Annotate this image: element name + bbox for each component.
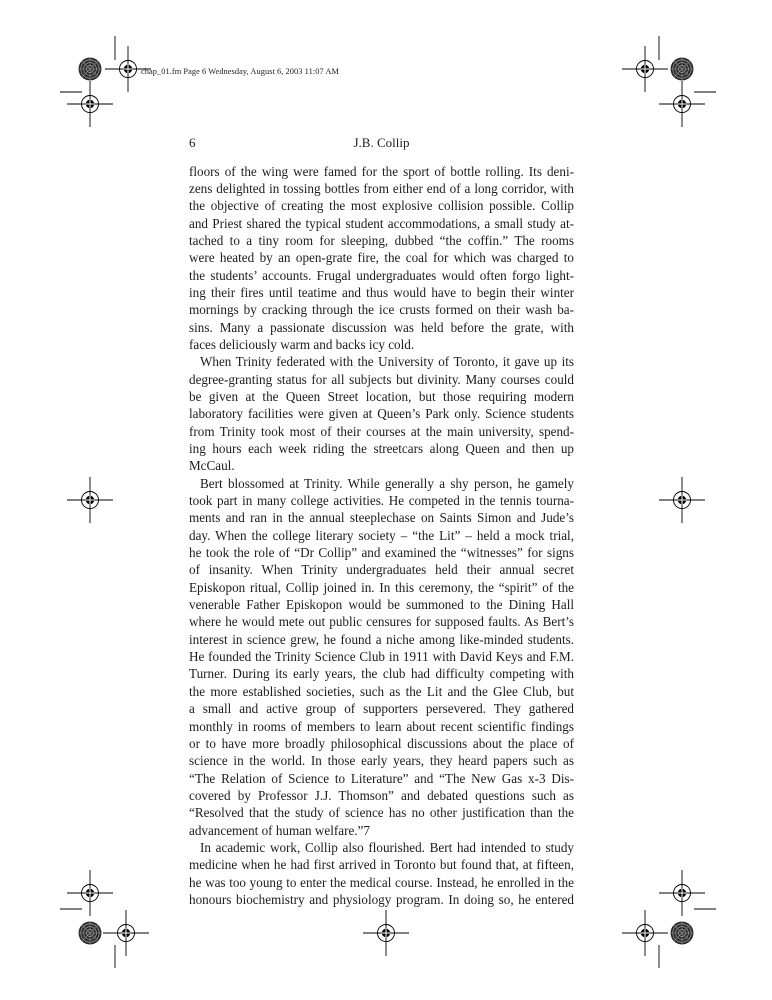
registration-target-icon: [103, 910, 149, 956]
text-line: honours biochemistry and physiology program. In doing so, he entered: [189, 891, 574, 907]
text-line: the more established societies, such as the Lit and the Glee Club, but: [189, 683, 574, 699]
text-line: where he would mete out public censures for supposed faults. As Bert’s: [189, 614, 574, 630]
text-line: Turner. During its early years, the club had difficulty competing with: [189, 666, 574, 682]
text-line: a small and active group of supporters persevered. They gathered: [189, 701, 574, 717]
text-line: medicine when he had first arrived in Toronto but found that, at fifteen,: [189, 857, 574, 873]
text-line: mornings by cracking through the ice crusts formed on their wash ba-: [189, 302, 574, 318]
text-line: McCaul.: [189, 458, 235, 474]
body-text: [189, 163, 574, 909]
text-line: degree-granting status for all subjects but divinity. Many courses could: [189, 371, 574, 387]
text-line: he took the role of “Dr Collip” and examined the “witnesses” for signs: [189, 545, 574, 561]
color-control-disc-icon: [669, 920, 695, 946]
text-line: faces deliciously warm and backs icy cold.: [189, 336, 415, 352]
registration-target-icon: [659, 477, 705, 523]
text-line: be given at the Queen Street location, but those requiring modern: [189, 388, 574, 404]
text-line: or to have more broadly philosophical discussions about the place of: [189, 735, 574, 751]
text-line: Bert blossomed at Trinity. While generally a shy person, he gamely: [200, 475, 574, 491]
text-line: sins. Many a passionate discussion was held before the grate, with: [189, 319, 574, 335]
text-line: tached to a tiny room for sleeping, dubbed “the coffin.” The rooms: [189, 232, 574, 248]
text-line: covered by Professor J.J. Thomson” and debated questions such as: [189, 787, 574, 803]
color-control-disc-icon: [669, 56, 695, 82]
text-line: floors of the wing were famed for the sport of bottle rolling. Its deni-: [189, 163, 574, 179]
text-line: He founded the Trinity Science Club in 1911 with David Keys and F.M.: [189, 649, 574, 665]
text-line: took part in many college activities. He competed in the tennis tourna-: [189, 493, 574, 509]
text-line: When Trinity federated with the University of Toronto, it gave up its: [200, 354, 574, 370]
page-number: 6: [189, 135, 196, 150]
text-line: “Resolved that the study of science has no other justification than the: [189, 805, 574, 821]
color-control-disc-icon: [77, 56, 103, 82]
registration-target-icon: [659, 81, 705, 127]
text-line: the students’ accounts. Frugal undergraduates would often forgo light-: [189, 267, 574, 283]
registration-target-icon: [622, 910, 668, 956]
text-line: he was too young to enter the medical course. Instead, he enrolled in the: [189, 874, 574, 890]
text-line: day. When the college literary society – “the Lit” – held a mock trial,: [189, 527, 574, 543]
text-line: laboratory facilities were given at Queen’s Park only. Science students: [189, 406, 574, 422]
text-line: ing hours each week riding the streetcars along Queen and then up: [189, 441, 574, 456]
text-line: monthly in rooms of members to learn about recent scientific findings: [189, 718, 574, 734]
text-line: science in the world. In those early years, they heard papers such as: [189, 753, 574, 769]
text-line: the objective of creating the most explosive collision possible. Collip: [189, 198, 574, 214]
text-line: of insanity. When Trinity undergraduates held their annual secret: [189, 562, 574, 578]
text-line: interest in science grew, he found a niche among like-minded students.: [189, 631, 574, 647]
registration-target-icon: [67, 81, 113, 127]
text-line: venerable Father Episkopon would be summoned to the Dining Hall: [189, 597, 574, 613]
text-line: “The Relation of Science to Literature” and “The New Gas x-3 Dis-: [189, 770, 574, 786]
text-line: were heated by an open-grate fire, the coal for which was charged to: [189, 250, 574, 266]
registration-target-icon: [67, 477, 113, 523]
text-line: from Trinity took most of their courses at the main university, spend-: [189, 423, 574, 439]
file-slug: chap_01.fm Page 6 Wednesday, August 6, 2003 11:07 AM: [141, 67, 339, 76]
text-line: zens delighted in tossing bottles from either end of a long corridor, with: [189, 180, 574, 196]
text-line: ing their fires until teatime and thus would have to begin their winter: [189, 284, 574, 300]
text-line: ments and ran in the annual steeplechase on Saints Simon and Jude’s: [189, 510, 574, 526]
color-control-disc-icon: [77, 920, 103, 946]
text-line: Episkopon ritual, Collip joined in. In this ceremony, the “spirit” of the: [189, 579, 574, 595]
running-head: J.B. Collip: [353, 135, 410, 150]
text-line: In academic work, Collip also flourished. Bert had intended to study: [200, 839, 574, 855]
registration-target-icon: [363, 910, 409, 956]
text-line: and Priest shared the typical student accommodations, a small study at-: [189, 215, 574, 231]
text-line: advancement of human welfare.”7: [189, 822, 370, 838]
